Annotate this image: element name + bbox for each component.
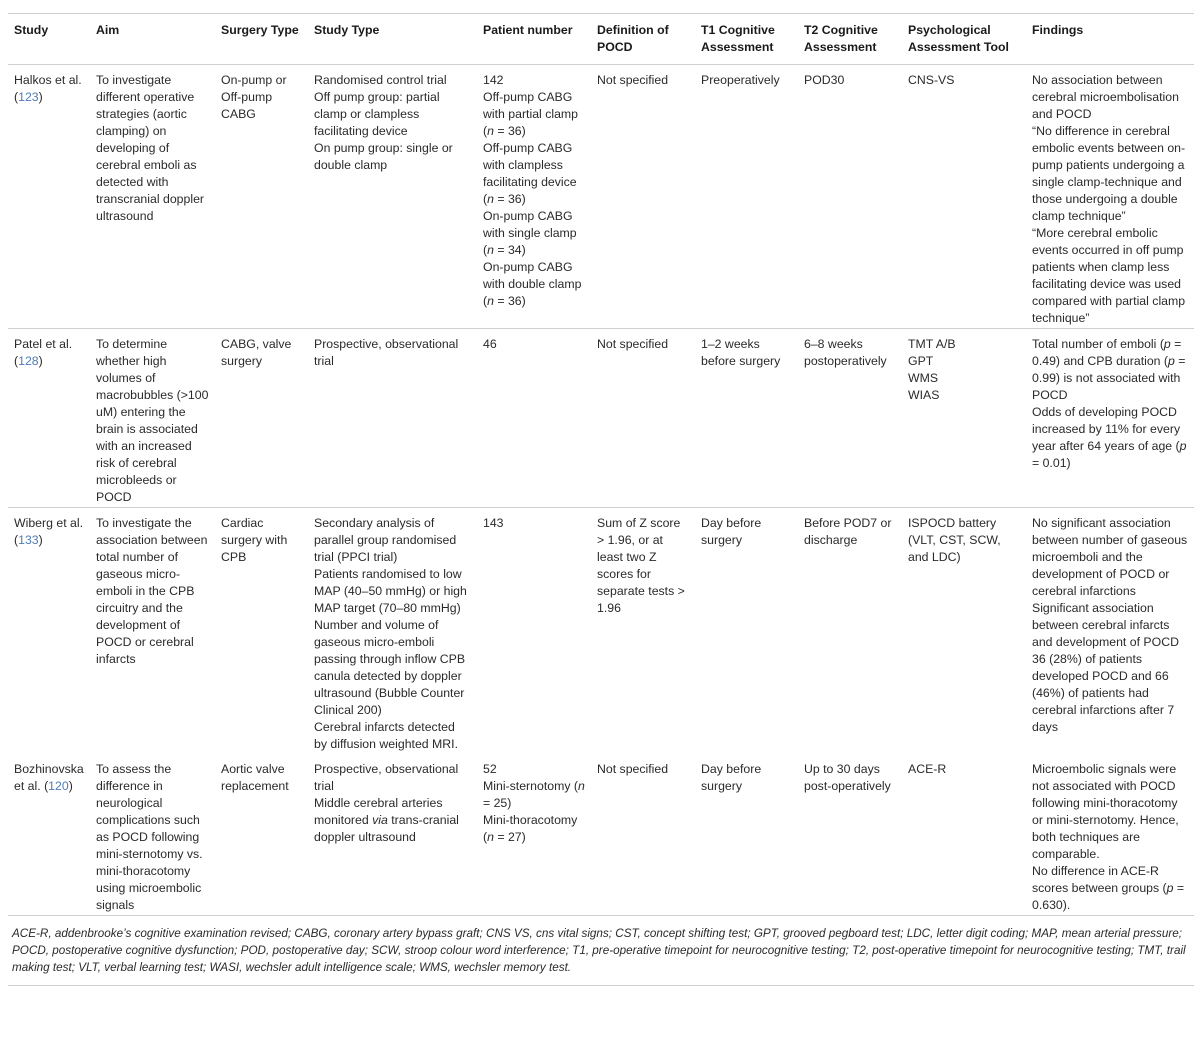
patient-line: 143 [483,516,504,530]
study-close: ) [38,354,43,368]
cell-aim: To investigate the association between total number of gaseous micro-emboli in the CPB circuitry and the development of POCD or cerebral infarcts [90,508,215,755]
study-name: Bozhinovska [14,762,84,776]
patient-line: Mini-sternotomy (n = 25) [483,779,585,810]
patient-line: 52 [483,762,497,776]
header-study-type: Study Type [308,14,477,65]
cell-tool [902,65,1026,329]
study-close: ) [38,90,43,104]
cell-t1: Day before surgery [701,762,762,793]
patient-line: On-pump CABG with single clamp (n = 34) [483,209,577,257]
study-etal: et al. ( [14,516,84,547]
header-surgery-type: Surgery Type [215,14,308,65]
cell-study [8,508,90,755]
cell-definition: Not specified [597,762,669,776]
cell-definition: Not specified [597,73,669,87]
cell-t2: Before POD7 or discharge [798,508,902,755]
cell-patient-number [477,65,591,329]
tool-line: ISPOCD battery (VLT, CST, SCW, and LDC) [908,516,1001,564]
header-study: Study [8,14,90,65]
header-t2-assessment: T2 Cognitive Assessment [798,14,902,65]
tool-line: TMT A/B [908,337,956,351]
study-close: ) [68,779,73,793]
tool-line: ACE-R [908,762,947,776]
cell-findings [1026,508,1194,755]
cell-study [8,329,90,508]
cell-t1: Day before surgery [695,508,798,755]
cell-definition: Sum of Z score > 1.96, or at least two Z scores for separate tests > 1.96 [591,508,695,755]
cell-study-type [308,65,477,329]
cell-t1: 1–2 weeks before surgery [695,329,798,508]
cell-aim: To investigate different operative strategies (aortic clamping) on developing of cerebral emboli as detected with transcranial doppler ultrasound [96,73,205,223]
header-psych-tool: Psychological Assessment Tool [902,14,1026,65]
header-t1-assessment: T1 Cognitive Assessment [695,14,798,65]
study-type-line: Patients randomised to low MAP (40–50 mmHg) or high MAP target (70–80 mmHg) [314,567,467,615]
cell-surgery-type: CABG, valve surgery [215,329,308,508]
cell-study [8,65,90,329]
table-row [8,65,1194,329]
table-row [8,329,1194,508]
finding-line: No difference in ACE-R scores between groups (p = 0.630). [1032,864,1185,912]
study-etal: ( [14,354,19,368]
cell-findings [1026,65,1194,329]
header-patient-number: Patient number [477,14,591,65]
tool-line: WMS [908,371,939,385]
cell-t2: Up to 30 days post-operatively [804,762,891,793]
patient-line: Off-pump CABG with clampless facilitating device (n = 36) [483,141,577,206]
finding-line: No significant association between number of gaseous microemboli and the development of POCD or cerebral infarctions [1032,516,1188,598]
patient-line: 142 [483,73,504,87]
patient-line: On-pump CABG with double clamp (n = 36) [483,260,582,308]
tool-line: WIAS [908,388,940,402]
header-findings: Findings [1026,14,1194,65]
header-aim: Aim [90,14,215,65]
study-table [8,13,1194,915]
study-type-line: Prospective, observational trial [314,337,459,368]
cell-surgery-type: Aortic valve replacement [221,762,289,793]
cell-patient-number [477,329,591,508]
study-type-line: Prospective, observational trial [314,762,459,793]
tool-line: GPT [908,354,934,368]
reference-link[interactable]: 133 [18,533,39,547]
cell-definition: Not specified [591,329,695,508]
patient-line: 46 [483,337,497,351]
reference-link[interactable]: 123 [18,90,39,104]
header-definition-pocd: Definition of POCD [591,14,695,65]
cell-patient-number [477,754,591,915]
cell-findings [1026,329,1194,508]
cell-study [8,754,90,915]
study-type-line: Number and volume of gaseous micro-emboli passing through inflow CPB canula detected by doppler ultrasound (Bubble Counter Clinical 200) [314,618,466,717]
cell-study-type [308,754,477,915]
reference-link[interactable]: 120 [48,779,69,793]
finding-line: 36 (28%) of patients developed POCD and 66 (46%) of patients had cerebral infarctions after 7 days [1032,652,1175,734]
study-type-line: Middle cerebral arteries monitored via trans-cranial doppler ultrasound [314,796,459,844]
study-etal: et al. ( [14,779,49,793]
cell-surgery-type: On-pump or Off-pump CABG [221,73,287,121]
finding-line: “No difference in cerebral embolic events between on-pump patients undergoing a single clamp-technique and those undergoing a double clamp technique” [1032,124,1186,223]
cell-findings [1026,754,1194,915]
cell-aim: To assess the difference in neurological complications such as POCD following mini-sternotomy vs. mini-thoracotomy using microembolic signals [96,762,203,912]
cell-study-type [308,508,477,755]
header-row [8,14,1194,65]
finding-line: Total number of emboli (p = 0.49) and CPB duration (p = 0.99) is not associated with POCD [1032,337,1186,402]
study-name: Halkos [14,73,52,87]
study-name: Patel et al. [14,337,73,351]
cell-aim: To determine whether high volumes of macrobubbles (>100 uM) entering the brain is associated with an increased risk of cerebral microbleeds or POCD [90,329,215,508]
reference-link[interactable]: 128 [18,354,39,368]
cell-study-type [308,329,477,508]
study-type-line: On pump group: single or double clamp [314,141,453,172]
cell-tool [902,329,1026,508]
study-type-line: Secondary analysis of parallel group randomised trial (PPCI trial) [314,516,457,564]
table-row [8,754,1194,915]
table-container [8,13,1194,986]
study-type-line: Off pump group: partial clamp or clampless facilitating device [314,90,440,138]
patient-line: Mini-thoracotomy (n = 27) [483,813,578,844]
finding-line: “More cerebral embolic events occurred in off pump patients when clamp less facilitating device was used compared with partial clamp technique” [1032,226,1186,325]
table-row [8,508,1194,755]
study-close: ) [38,533,43,547]
finding-line: No association between cerebral microembolisation and POCD [1032,73,1179,121]
patient-line: Off-pump CABG with partial clamp (n = 36) [483,90,578,138]
cell-t2: 6–8 weeks postoperatively [798,329,902,508]
study-name: Wiberg [14,516,53,530]
finding-line: Microembolic signals were not associated with POCD following mini-thoracotomy or mini-sternotomy. Hence, both techniques are comparable. [1032,762,1179,861]
cell-patient-number [477,508,591,755]
cell-tool [902,754,1026,915]
cell-surgery-type: Cardiac surgery with CPB [215,508,308,755]
finding-line: Odds of developing POCD increased by 11% for every year after 64 years of age (p = 0.01) [1032,405,1187,470]
table-footnote: ACE-R, addenbrooke’s cognitive examination revised; CABG, coronary artery bypass graft; CNS VS, cns vital signs; CST, concept shifting test; GPT, grooved pegboard test; LDC, letter digit coding; MAP, mean arterial pressure; POCD, postoperative cognitive dysfunction; POD, postoperative day; SCW, stroop colour word interference; T1, pre-operative timepoint for neurocognitive testing; T2, post-operative timepoint for neurocognitive testing; TMT, trail making test; VLT, verbal learning test; WASI, wechsler adult intelligence scale; WMS, wechsler memory test. [8,915,1194,986]
cell-t2: POD30 [804,73,845,87]
study-type-line: Randomised control trial [314,73,447,87]
tool-line: CNS-VS [908,73,955,87]
finding-line: Significant association between cerebral infarcts and development of POCD [1032,601,1179,649]
cell-t1: Preoperatively [701,73,780,87]
cell-tool [902,508,1026,755]
study-etal: et al. ( [14,73,82,104]
study-type-line: Cerebral infarcts detected by diffusion weighted MRI. [314,720,458,751]
